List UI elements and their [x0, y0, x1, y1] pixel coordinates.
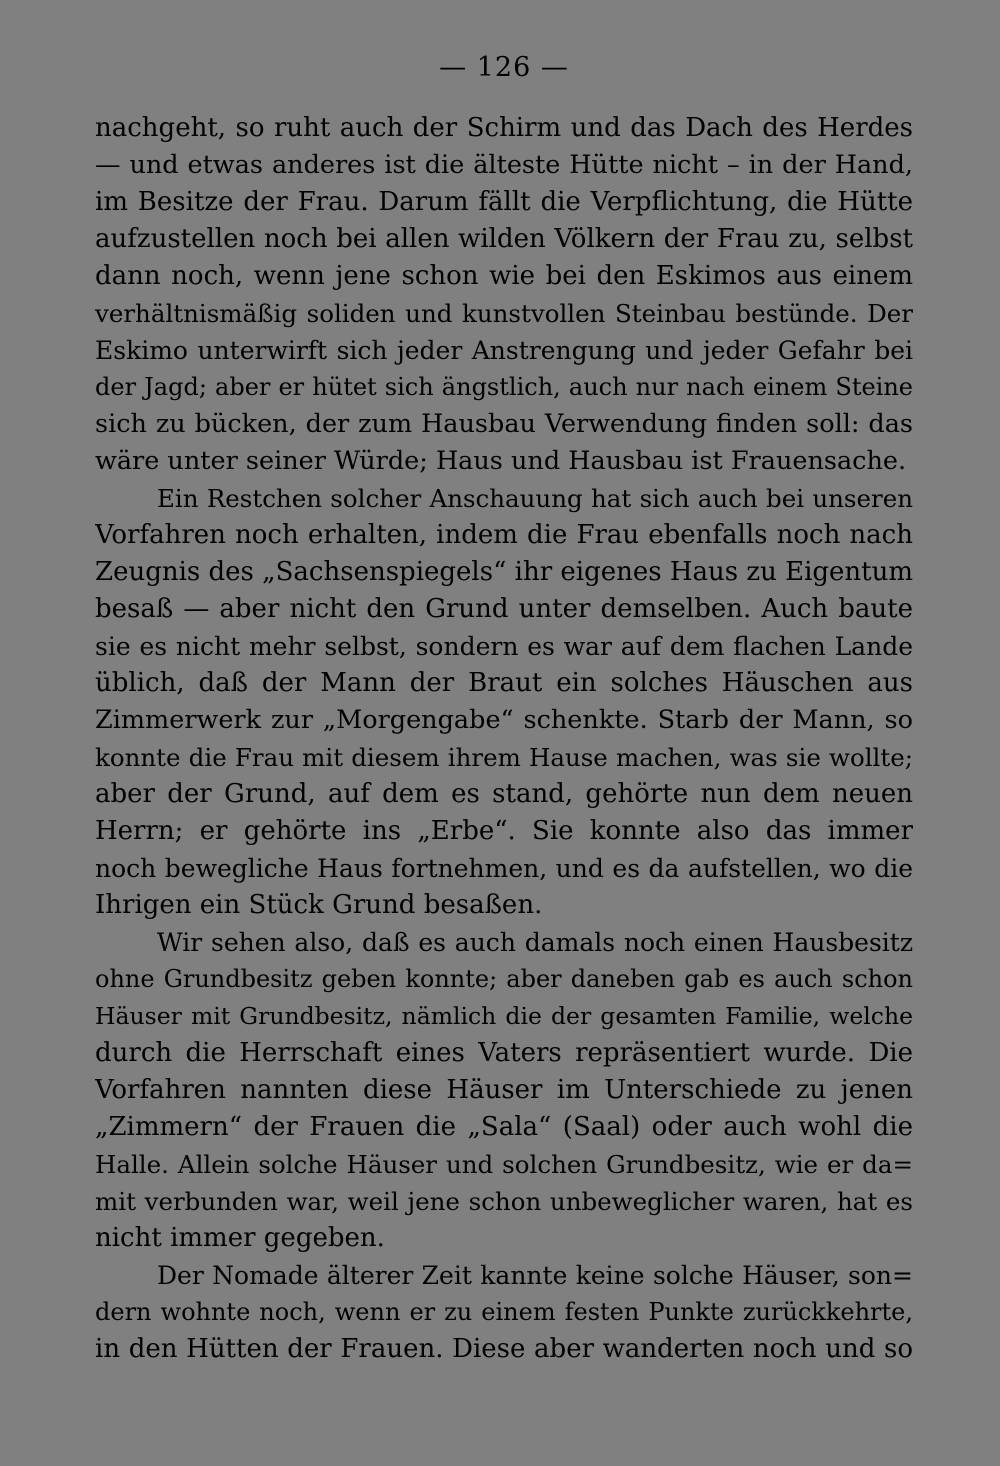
text-line: noch bewegliche Haus fortnehmen, und es da aufstellen, wo die	[95, 854, 913, 883]
text-line: Vorfahren nannten diese Häuser im Unterschiede zu jenen	[95, 1075, 913, 1105]
text-line: wäre unter seiner Würde; Haus und Hausbau ist Frauensache.	[95, 446, 907, 476]
text-line: üblich, daß der Mann der Braut ein solches Häuschen aus	[95, 668, 913, 698]
text-line: durch die Herrschaft eines Vaters repräsentiert wurde. Die	[95, 1038, 913, 1068]
text-line: Zimmerwerk zur „Morgengabe“ schenkte. Starb der Mann, so	[95, 705, 913, 735]
text-line: sich zu bücken, der zum Hausbau Verwendung finden soll: das	[95, 409, 913, 439]
book-page	[95, 48, 913, 1448]
text-line: Eskimo unterwirft sich jeder Anstrengung und jeder Gefahr bei	[95, 336, 913, 365]
page-number: — 126 —	[439, 52, 569, 83]
text-line: in den Hütten der Frauen. Diese aber wanderten noch und so	[95, 1334, 913, 1364]
text-line: Häuser mit Grundbesitz, nämlich die der gesamten Familie, welche	[95, 1002, 913, 1030]
text-line: im Besitze der Frau. Darum fällt die Verpflichtung, die Hütte	[95, 187, 913, 217]
text-line: besaß — aber nicht den Grund unter demselben. Auch baute	[95, 594, 913, 624]
text-line: Herrn; er gehörte ins „Erbe“. Sie konnte also das immer	[95, 816, 913, 846]
text-line: dern wohnte noch, wenn er zu einem festen Punkte zurückkehrte,	[95, 1298, 913, 1326]
text-line: mit verbunden war, weil jene schon unbeweglicher waren, hat es	[95, 1187, 913, 1216]
text-line: Zeugnis des „Sachsenspiegels“ ihr eigenes Haus zu Eigentum	[95, 557, 913, 587]
text-line: aber der Grund, auf dem es stand, gehörte nun dem neuen	[95, 779, 913, 809]
text-line: aufzustellen noch bei allen wilden Völkern der Frau zu, selbst	[95, 224, 913, 254]
text-line: ohne Grundbesitz geben konnte; aber daneben gab es auch schon	[95, 965, 913, 993]
text-line: nicht immer gegeben.	[95, 1223, 385, 1253]
text-line: Halle. Allein solche Häuser und solchen Grundbesitz, wie er da=	[95, 1150, 913, 1179]
text-line: sie es nicht mehr selbst, sondern es war auf dem flachen Lande	[95, 632, 913, 661]
text-line: verhältnismäßig soliden und kunstvollen Steinbau bestünde. Der	[95, 299, 913, 328]
text-line: „Zimmern“ der Frauen die „Sala“ (Saal) oder auch wohl die	[95, 1112, 913, 1142]
text-line: der Jagd; aber er hütet sich ängstlich, auch nur nach einem Steine	[95, 373, 913, 401]
text-line: Ihrigen ein Stück Grund besaßen.	[95, 890, 543, 920]
text-line: dann noch, wenn jene schon wie bei den Eskimos aus einem	[95, 261, 913, 291]
text-line: Vorfahren noch erhalten, indem die Frau ebenfalls noch nach	[95, 520, 913, 550]
text-line: nachgeht, so ruht auch der Schirm und das Dach des Herdes	[95, 113, 913, 143]
text-line: Wir sehen also, daß es auch damals noch einen Hausbesitz	[157, 928, 913, 957]
text-line: — und etwas anderes ist die älteste Hütte nicht – in der Hand,	[95, 150, 913, 180]
text-line: Ein Restchen solcher Anschauung hat sich auch bei unseren	[157, 484, 913, 513]
text-line: konnte die Frau mit diesem ihrem Hause machen, was sie wollte;	[95, 743, 913, 772]
text-line: Der Nomade älterer Zeit kannte keine solche Häuser, son=	[157, 1261, 913, 1290]
body-text	[95, 110, 913, 1368]
